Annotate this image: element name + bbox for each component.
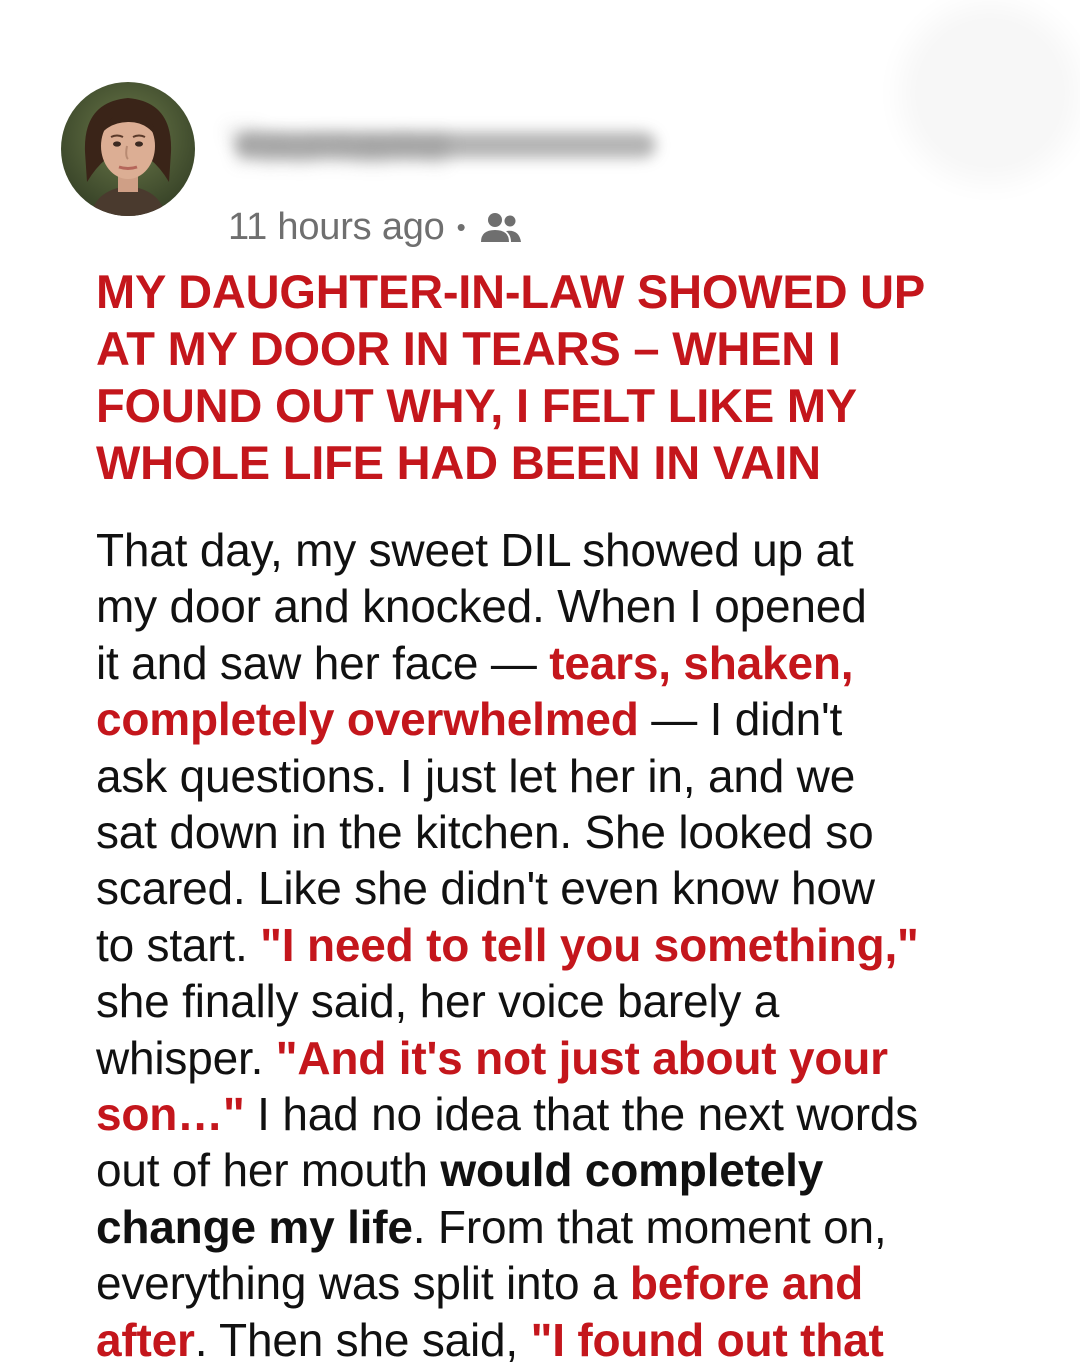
body-text: That day, my sweet DIL showed up at [96, 524, 854, 576]
body-line [96, 748, 1016, 804]
bold-text: would completely [440, 1144, 824, 1197]
body-line [96, 804, 1016, 860]
body-text: out of her mouth [96, 1144, 441, 1197]
body-text: . Then she said, [194, 1313, 531, 1366]
highlight-text: completely overwhelmed [96, 693, 639, 746]
highlight-text: before and [629, 1257, 864, 1310]
body-line [96, 691, 1016, 747]
body-text: . From that moment on, [412, 1200, 887, 1253]
post-body [96, 522, 1016, 1368]
body-text: to start. [96, 918, 261, 971]
author-name-text: Yourname [228, 119, 450, 171]
highlight-text: "I found out that [530, 1313, 884, 1366]
body-text: sat down in the kitchen. She looked so [96, 806, 874, 859]
body-line [96, 578, 1016, 634]
body-line [96, 1030, 1016, 1086]
highlight-text: tears, shaken, [549, 636, 854, 689]
meta-separator: • [456, 211, 466, 242]
body-text: whisper. [96, 1031, 276, 1084]
body-line [96, 1199, 1016, 1255]
corner-blur-decoration [915, 18, 1065, 168]
body-line [96, 522, 1016, 578]
body-text: — I didn't [638, 693, 843, 746]
group-icon [478, 209, 524, 245]
body-line [96, 635, 1016, 691]
body-line [96, 917, 1016, 973]
title-line: WHOLE LIFE HAD BEEN IN VAIN [96, 436, 821, 489]
body-line [96, 1312, 1016, 1368]
body-line [96, 1255, 1016, 1311]
author-avatar[interactable] [61, 82, 195, 216]
author-name[interactable] [228, 118, 668, 170]
body-text: everything was split into a [96, 1257, 630, 1310]
body-line [96, 860, 1016, 916]
title-line: MY DAUGHTER-IN-LAW SHOWED UP [96, 265, 926, 318]
body-text: ask questions. I just let her in, and we [96, 749, 856, 802]
bold-text: change my life [96, 1200, 413, 1253]
body-text: she finally said, her voice barely a [96, 975, 780, 1028]
title-line: AT MY DOOR IN TEARS – WHEN I [96, 322, 841, 375]
body-line [96, 1142, 1016, 1198]
highlight-text: "I need to tell you something," [260, 918, 919, 971]
highlight-text: son…" [96, 1088, 245, 1141]
body-line [96, 973, 1016, 1029]
body-line [96, 1086, 1016, 1142]
body-text: scared. Like she didn't even know how [96, 862, 875, 915]
highlight-text: after [96, 1313, 195, 1366]
post-timestamp[interactable]: 11 hours ago [228, 205, 445, 248]
title-line: FOUND OUT WHY, I FELT LIKE MY [96, 379, 857, 432]
body-text: my door and knocked. When I opened [96, 580, 867, 633]
body-text: I had no idea that the next words [244, 1088, 919, 1141]
post-title [96, 263, 996, 491]
highlight-text: "And it's not just about your [275, 1031, 888, 1084]
post-meta [228, 204, 524, 250]
body-text: it and saw her face — [96, 636, 550, 689]
profile-photo-icon [61, 82, 195, 216]
